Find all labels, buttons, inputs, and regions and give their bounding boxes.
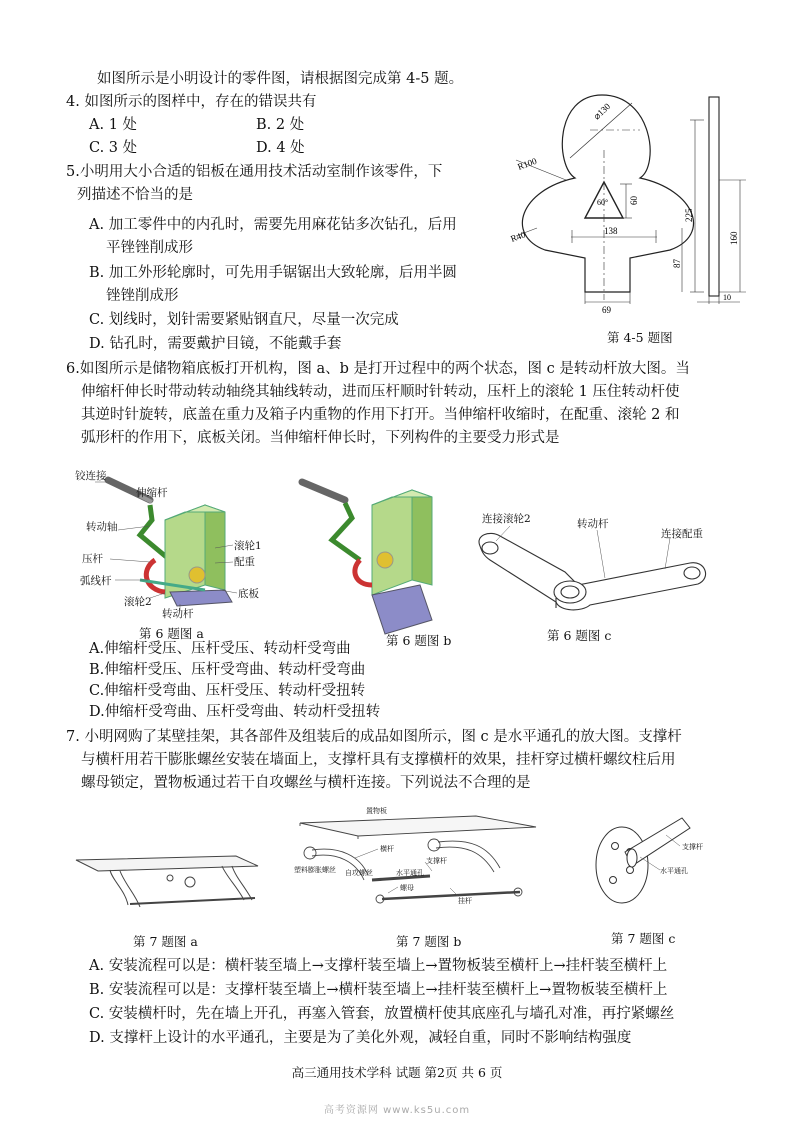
dim-160: 160 bbox=[729, 231, 739, 245]
q6-option-b: B.伸缩杆受压、压杆受弯曲、转动杆受弯曲 bbox=[89, 662, 366, 678]
q5-stem-line1: 5.小明用大小合适的铝板在通用技术活动室制作该零件，下 bbox=[66, 164, 443, 180]
q4-stem: 4. 如图所示的图样中，存在的错误共有 bbox=[66, 94, 317, 110]
label-arc: 弧线杆 bbox=[80, 575, 112, 587]
label-weight: 配重 bbox=[234, 556, 255, 568]
q7-option-c: C. 安装横杆时，先在墙上开孔，再塞入管套，放置横杆使其底座孔与墙孔对准，再拧紧螺丝 bbox=[89, 1006, 675, 1022]
q5-stem-line2: 列描述不恰当的是 bbox=[77, 187, 193, 203]
label-press: 压杆 bbox=[82, 553, 103, 565]
watermark: 高考资源网 www.ks5u.com bbox=[323, 1105, 471, 1116]
q5-option-c: C. 划线时，划针需要紧贴钢直尺，尽量一次完成 bbox=[89, 312, 399, 328]
label-7b-hole: 水平通孔 bbox=[396, 869, 424, 877]
label-7b-nut: 螺母 bbox=[400, 884, 414, 892]
q7-option-d: D. 支撑杆上设计的水平通孔，主要是为了美化外观，减轻自重，同时不影响结构强度 bbox=[89, 1030, 632, 1046]
dim-69: 69 bbox=[602, 305, 611, 315]
label-7b-self-tap: 自攻螺丝 bbox=[345, 869, 373, 877]
label-roller1: 滚轮1 bbox=[234, 540, 262, 552]
label-telescopic: 伸缩杆 bbox=[136, 487, 168, 499]
dim-r40: R40 bbox=[509, 229, 527, 244]
q5-option-a-line2: 平锉锉削成形 bbox=[106, 240, 193, 256]
dim-phi130: ⌀130 bbox=[591, 101, 613, 122]
dim-138: 138 bbox=[604, 226, 618, 236]
caption-7b: 第 7 题图 b bbox=[396, 934, 462, 949]
page-footer: 高三通用技术学科 试题 第2页 共 6 页 bbox=[291, 1065, 503, 1080]
q5-option-b-line2: 锉锉削成形 bbox=[106, 288, 179, 304]
q5-option-d: D. 钻孔时，需要戴护目镜，不能戴手套 bbox=[89, 336, 342, 352]
dim-87: 87 bbox=[672, 259, 682, 268]
q5-option-a-line1: A. 加工零件中的内孔时，需要先用麻花钻多次钻孔，后用 bbox=[89, 217, 457, 233]
q7-line3: 螺母锁定，置物板通过若干自攻螺丝与横杆连接。下列说法不合理的是 bbox=[81, 775, 531, 791]
caption-6a: 第 6 题图 a bbox=[139, 626, 204, 641]
label-base: 底板 bbox=[238, 588, 259, 600]
caption-4-5: 第 4-5 题图 bbox=[607, 330, 673, 345]
label-7b-crossbar: 横杆 bbox=[380, 845, 394, 853]
q7-line1: 7. 小明网购了某壁挂架，其各部件及组装后的成品如图所示，图 c 是水平通孔的放大图。支撑杆 bbox=[66, 729, 682, 745]
label-7b-expansion: 塑料膨胀螺丝 bbox=[294, 866, 336, 874]
intro-text: 如图所示是小明设计的零件图，请根据图完成第 4-5 题。 bbox=[97, 71, 464, 87]
label-7b-support: 支撑杆 bbox=[426, 857, 447, 865]
caption-6c: 第 6 题图 c bbox=[547, 628, 612, 643]
q4-option-b: B. 2 处 bbox=[256, 117, 305, 133]
label-axis: 转动轴 bbox=[86, 521, 118, 533]
q4-option-d: D. 4 处 bbox=[256, 140, 305, 156]
q7-option-b: B. 安装流程可以是：支撑杆装至墙上→横杆装至墙上→挂杆装至横杆上→置物板装至横杆上 bbox=[89, 982, 668, 998]
q5-option-b-line1: B. 加工外形轮廓时，可先用手锯锯出大致轮廓，后用半圆 bbox=[89, 265, 457, 281]
label-rotor: 转动杆 bbox=[162, 608, 194, 620]
dim-r100: R100 bbox=[516, 155, 539, 172]
q6-option-d: D.伸缩杆受弯曲、压杆受弯曲、转动杆受扭转 bbox=[89, 704, 381, 720]
q4-option-c: C. 3 处 bbox=[89, 140, 138, 156]
label-c-roller2: 连接滚轮2 bbox=[482, 513, 531, 525]
caption-6b: 第 6 题图 b bbox=[386, 633, 452, 648]
caption-7a: 第 7 题图 a bbox=[133, 934, 198, 949]
caption-7c: 第 7 题图 c bbox=[611, 931, 676, 946]
dim-10: 10 bbox=[723, 293, 731, 302]
dim-225: 225 bbox=[684, 208, 694, 222]
label-roller2: 滚轮2 bbox=[124, 596, 152, 608]
label-7c-support: 支撑杆 bbox=[682, 843, 703, 851]
q6-line4: 弧形杆的作用下，底板关闭。当伸缩杆伸长时，下列构件的主要受力形式是 bbox=[81, 430, 560, 446]
label-hinge: 铰连接 bbox=[75, 470, 107, 482]
dim-60deg: 60° bbox=[597, 198, 609, 207]
q6-option-c: C.伸缩杆受弯曲、压杆受压、转动杆受扭转 bbox=[89, 683, 366, 699]
label-7b-hang: 挂杆 bbox=[458, 897, 472, 905]
q6-line3: 其逆时针旋转，底盖在重力及箱子内重物的作用下打开。当伸缩杆收缩时，在配重、滚轮 2 和 bbox=[81, 407, 680, 423]
dim-60: 60 bbox=[629, 196, 639, 205]
q6-line2: 伸缩杆伸长时带动转动轴绕其轴线转动，进而压杆顺时针转动，压杆上的滚轮 1 压住转动杆使 bbox=[81, 384, 680, 400]
q6-option-a: A.伸缩杆受压、压杆受压、转动杆受弯曲 bbox=[89, 641, 351, 657]
q4-option-a: A. 1 处 bbox=[89, 117, 138, 133]
label-7b-board: 置物板 bbox=[366, 807, 387, 815]
q6-line1: 6.如图所示是储物箱底板打开机构，图 a、b 是打开过程中的两个状态，图 c 是转动杆放大图。当 bbox=[66, 361, 690, 377]
label-7c-hole: 水平通孔 bbox=[660, 867, 688, 875]
q7-line2: 与横杆用若干膨胀螺丝安装在墙面上，支撑杆具有支撑横杆的效果，挂杆穿过横杆螺纹柱后用 bbox=[81, 752, 676, 768]
label-c-weight: 连接配重 bbox=[661, 528, 703, 540]
q7-option-a: A. 安装流程可以是：横杆装至墙上→支撑杆装至墙上→置物板装至横杆上→挂杆装至横杆上 bbox=[89, 958, 668, 974]
label-c-rotor: 转动杆 bbox=[577, 518, 609, 530]
